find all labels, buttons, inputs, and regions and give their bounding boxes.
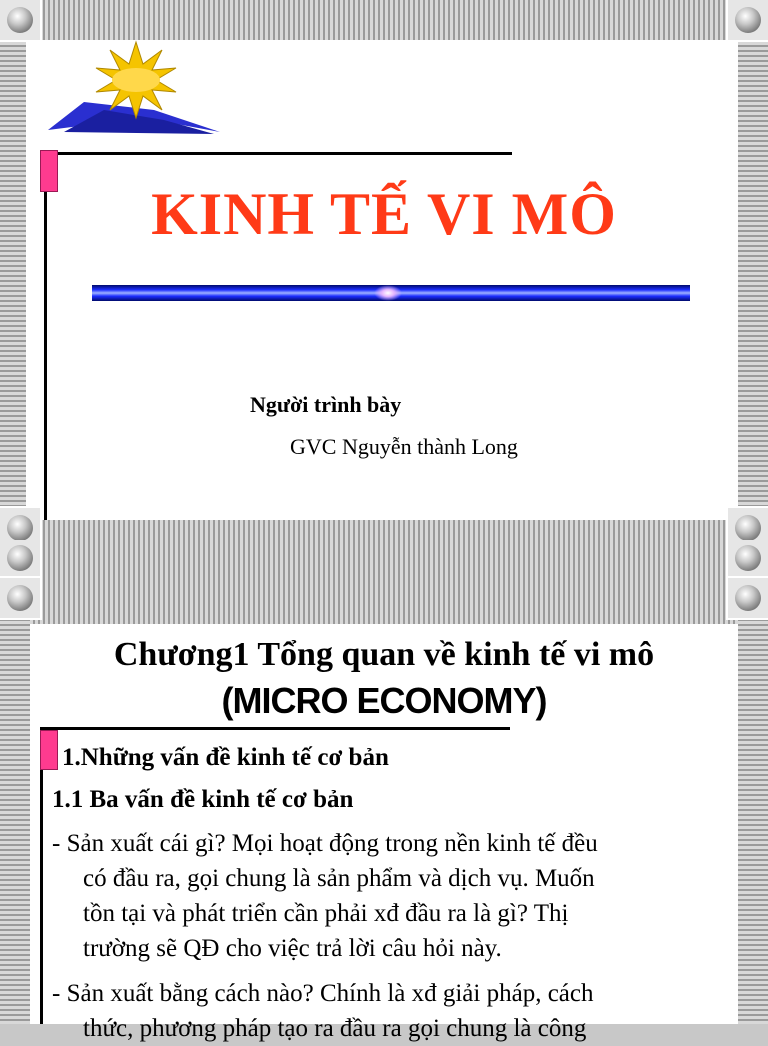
round-knob-icon <box>735 585 761 611</box>
slide-1-border-bottom <box>0 520 768 540</box>
corner-mid-right <box>726 576 768 620</box>
round-knob-icon <box>735 515 761 540</box>
gold-star-burst-icon <box>44 40 224 140</box>
slide-1-border-left <box>0 0 26 540</box>
text-line: - Sản xuất cái gì? Mọi hoạt động trong nền kinh tế đều <box>52 830 598 857</box>
corner-top-right <box>726 0 768 42</box>
round-knob-icon <box>735 545 761 571</box>
text-line: thức, phương pháp tạo ra đầu ra gọi chung là công <box>83 1015 587 1042</box>
corner-top-right <box>726 540 768 580</box>
text-line: tồn tại và phát triển cần phải xđ đầu ra là gì? Thị <box>83 900 569 927</box>
title-rule-top <box>44 152 512 155</box>
corner-bottom-right <box>726 506 768 540</box>
corner-mid-left <box>0 576 42 620</box>
corner-bottom-left <box>0 506 42 540</box>
text-line: trường sẽ QĐ cho việc trả lời câu hỏi này. <box>83 935 502 962</box>
round-knob-icon <box>735 7 761 33</box>
paragraph-how-to-produce <box>52 976 736 1046</box>
sparkle-icon <box>374 285 402 301</box>
round-knob-icon <box>7 515 33 540</box>
chapter-subtitle: (MICRO ECONOMY) <box>221 680 547 721</box>
slide-title: KINH TẾ VI MÔ <box>151 181 617 247</box>
chapter-title: Chương1 Tổng quan về kinh tế vi mô <box>113 636 655 673</box>
pink-marker <box>40 730 58 770</box>
section-rule-top <box>40 727 510 730</box>
corner-top-left <box>0 540 42 580</box>
round-knob-icon <box>7 7 33 33</box>
slide-2-border-top <box>0 540 768 624</box>
slide-1-border-right <box>738 0 768 540</box>
presenter-label: Người trình bày <box>250 392 402 417</box>
presenter-name: GVC Nguyễn thành Long <box>290 434 518 459</box>
section-rule-left <box>40 727 43 1024</box>
subsection-heading: 1.1 Ba vấn đề kinh tế cơ bản <box>52 786 354 813</box>
paragraph-what-to-produce <box>52 826 736 966</box>
text-line: có đầu ra, gọi chung là sản phẩm và dịch vụ. Muốn <box>83 865 595 892</box>
round-knob-icon <box>7 585 33 611</box>
round-knob-icon <box>7 545 33 571</box>
text-line: - Sản xuất bằng cách nào? Chính là xđ giải pháp, cách <box>52 980 594 1007</box>
section-heading: 1.Những vấn đề kinh tế cơ bản <box>62 744 389 771</box>
corner-top-left <box>0 0 42 42</box>
slide-1-border-top <box>0 0 768 40</box>
